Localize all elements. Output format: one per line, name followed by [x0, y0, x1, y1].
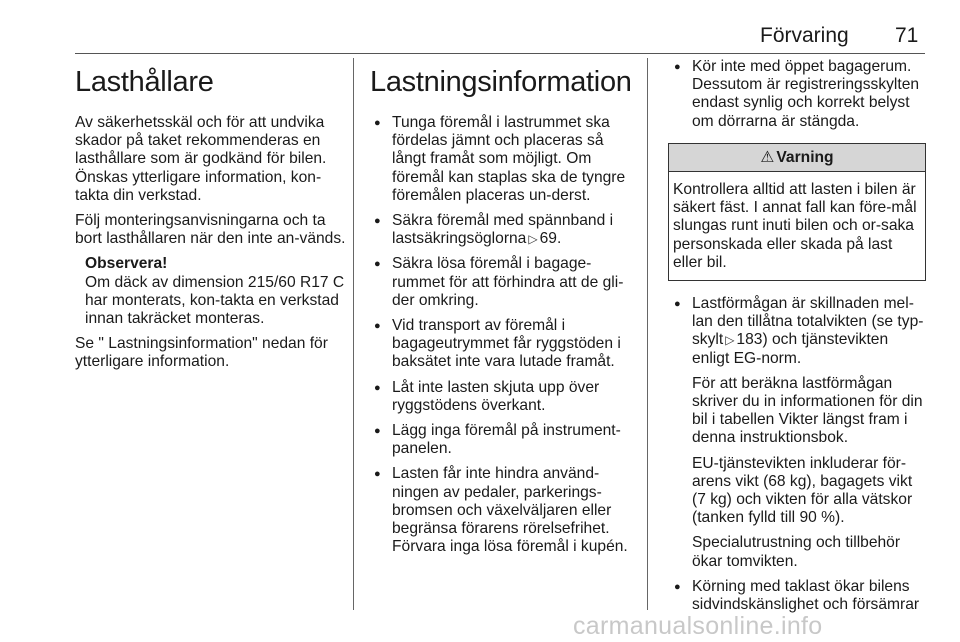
warning-title: Varning	[776, 148, 834, 166]
column-divider	[353, 58, 354, 610]
bullet-icon: ●	[374, 215, 381, 228]
bullet-list	[670, 295, 926, 614]
page-reference-icon: ▷	[528, 232, 538, 247]
note-block	[75, 255, 347, 328]
bullet-icon: ●	[374, 381, 381, 394]
bullet-icon: ●	[674, 580, 681, 593]
paragraph: EU-tjänstevikten inkluderar för-arens vikt (68 kg), bagagets vikt (7 kg) och vikten för alla vätskor (tanken fylld till 90 %).	[692, 454, 913, 527]
warning-text: Kontrollera alltid att lasten i bilen är säkert fäst. I annat fall kan före-mål slungas runt inuti bilen och or-saka personskada eller skada på last eller bil.	[673, 181, 917, 271]
bullet-icon: ●	[374, 425, 381, 438]
bullet-list	[370, 114, 635, 556]
list-item: ● Vid transport av föremål i bagageutrymmet får ryggstöden i baksätet inte vara lutade framåt.	[374, 317, 621, 371]
list-item: ● Kör inte med öppet bagagerum. Dessutom är registreringsskylten endast synlig och korrekt belyst om dörrarna är stängda.	[674, 58, 920, 130]
watermark: carmanualsonline.info	[573, 612, 823, 640]
list-item: ● Lägg inga föremål på instrument-panelen.	[374, 422, 621, 458]
page-number: 71	[895, 24, 919, 47]
list-item: ● Lasten får inte hindra använd-ningen av pedaler, parkerings-bromsen och växelväljaren eller begränsa förarens rörelsefrihet. Förvara inga lösa föremål i kupén.	[374, 465, 628, 556]
bullet-icon: ●	[674, 298, 681, 311]
paragraph: Se " Lastningsinformation" nedan för ytterligare information.	[75, 335, 328, 371]
list-item: ● Låt inte lasten skjuta upp över ryggstödens överkant.	[374, 378, 600, 414]
heading-lasthallare: Lasthållare	[75, 66, 214, 98]
warning-header	[669, 144, 925, 172]
bullet-icon: ●	[674, 61, 681, 73]
list-item: ● Säkra föremål med spännband i lastsäkringsöglorna ▷ 69.	[374, 212, 614, 248]
section-title: Förvaring	[760, 24, 849, 47]
paragraph: För att beräkna lastförmågan skriver du in informationen för din bil i tabellen Vikter längst fram i denna instruktionsbok.	[692, 374, 923, 447]
warning-icon: ⚠	[760, 148, 775, 166]
heading-lastningsinformation: Lastningsinformation	[370, 66, 632, 98]
list-item: ● Lastförmågan är skillnaden mel-lan den tillåtna totalvikten (se typ-skylt ▷ 183) och tjänstevikten enligt EG-norm. För att beräkna lastförmågan skriver du in informationen för din bil i tabellen Vikter längst fram i denna instruktionsbok. EU-tjänstevikten inkluderar för-arens vikt (68 kg), bagagets vikt (7 kg) och vikten för alla vätskor (tanken fylld till 90 %). Specialutrustning och tillbehör ökar tomvikten.	[670, 295, 926, 571]
column-1	[75, 58, 347, 379]
bullet-list	[670, 58, 926, 131]
paragraph: Följ monteringsanvisningarna och ta bort lasthållaren när den inte an-vänds.	[75, 212, 346, 248]
bullet-icon: ●	[374, 258, 381, 271]
warning-box	[668, 143, 926, 281]
column-2	[370, 58, 635, 563]
column-divider	[647, 58, 648, 610]
paragraph: Specialutrustning och tillbehör ökar tomvikten.	[692, 534, 901, 570]
list-item: ● Tunga föremål i lastrummet ska fördelas jämnt och placeras så långt framåt som möjligt. Om föremål kan staplas ska de tyngre föremålen placeras un-derst.	[374, 114, 626, 204]
column-3	[670, 58, 926, 621]
bullet-icon: ●	[374, 117, 381, 129]
list-item: ● Körning med taklast ökar bilens sidvindskänslighet och försämrar	[674, 577, 920, 614]
list-item: ● Säkra lösa föremål i bagage-rummet för att förhindra att de gli-der omkring.	[374, 255, 624, 309]
header-rule	[75, 53, 925, 54]
bullet-icon: ●	[374, 320, 381, 333]
page-reference-icon: ▷	[725, 333, 735, 348]
page-reference[interactable]: 183)	[736, 331, 768, 349]
bullet-icon: ●	[374, 468, 381, 481]
note-title: Observera!	[85, 255, 168, 273]
page-reference[interactable]: 69.	[539, 230, 562, 248]
paragraph: Av säkerhetsskäl och för att undvika skador på taket rekommenderas en lasthållare som är godkänd för bilen. Önskas ytterligare information, kon-takta din verkstad.	[75, 114, 327, 204]
note-text: Om däck av dimension 215/60 R17 C har monterats, kon-takta en verkstad innan takräcket monteras.	[85, 273, 345, 328]
